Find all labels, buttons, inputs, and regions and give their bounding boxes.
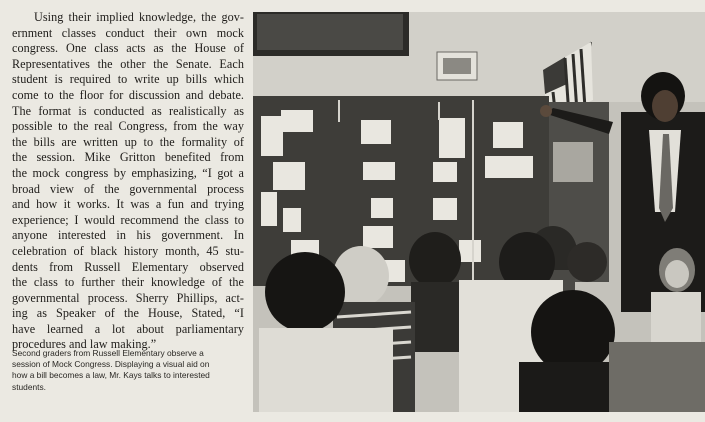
caption-line: how a bill becomes a law, Mr. Kays talks to interested bbox=[12, 370, 210, 381]
article-line: ing as Speaker of the House, Stated, “I bbox=[12, 306, 244, 321]
doorway-light bbox=[553, 142, 593, 182]
photo-caption bbox=[12, 348, 244, 393]
article-line: the bills are written up to the formality of bbox=[12, 134, 244, 149]
article-line: broad view of the governmental process bbox=[12, 181, 244, 196]
article-line: have learned a lot about parliamentary bbox=[12, 321, 244, 336]
article-line: the mock congress by emphasizing, “I got a bbox=[12, 165, 244, 180]
article-line: the session. Mike Gritton benefited from bbox=[12, 150, 244, 165]
article-line: The format is conducted as realistically as bbox=[12, 103, 244, 118]
article-line: governmental process. Sherry Phillips, act- bbox=[12, 290, 244, 305]
article-line: anyone interested in his government. In bbox=[12, 228, 244, 243]
article-line: the class to further their knowledge of the bbox=[12, 275, 244, 290]
caption-line: session of Mock Congress. Displaying a visual aid on bbox=[12, 359, 210, 370]
wall-picture-image bbox=[443, 58, 471, 74]
article-line: Using their implied knowledge, the gov- bbox=[34, 10, 244, 24]
article-line: celebration of black history month, 45 stu- bbox=[12, 243, 244, 258]
article-line: Representatives the other the Senate. Each bbox=[12, 56, 244, 71]
article-line: dents from Russell Elementary observed bbox=[12, 259, 244, 274]
caption-line: students. bbox=[12, 381, 46, 392]
article-line: ernment classes conduct their own mock bbox=[12, 25, 244, 40]
article-line: possible to the real Congress, from the way bbox=[12, 119, 244, 134]
article-line: congress. One class acts as the House of bbox=[12, 41, 244, 56]
caption-line: Second graders from Russell Elementary observe a bbox=[12, 348, 204, 358]
article-line: come to the floor for discussion and debate. bbox=[12, 87, 244, 102]
classroom-photo bbox=[253, 12, 705, 412]
tv-screen-inner bbox=[257, 14, 403, 50]
photo-illustration bbox=[253, 12, 705, 412]
article-line: procedures and law making.” bbox=[12, 337, 157, 352]
article-line: student is required to write up bills which bbox=[12, 72, 244, 87]
article-line: and how it works. It was a fun and trying bbox=[12, 197, 244, 212]
article-body bbox=[12, 10, 244, 353]
article-line: experience; I would recommend the class to bbox=[12, 212, 244, 227]
